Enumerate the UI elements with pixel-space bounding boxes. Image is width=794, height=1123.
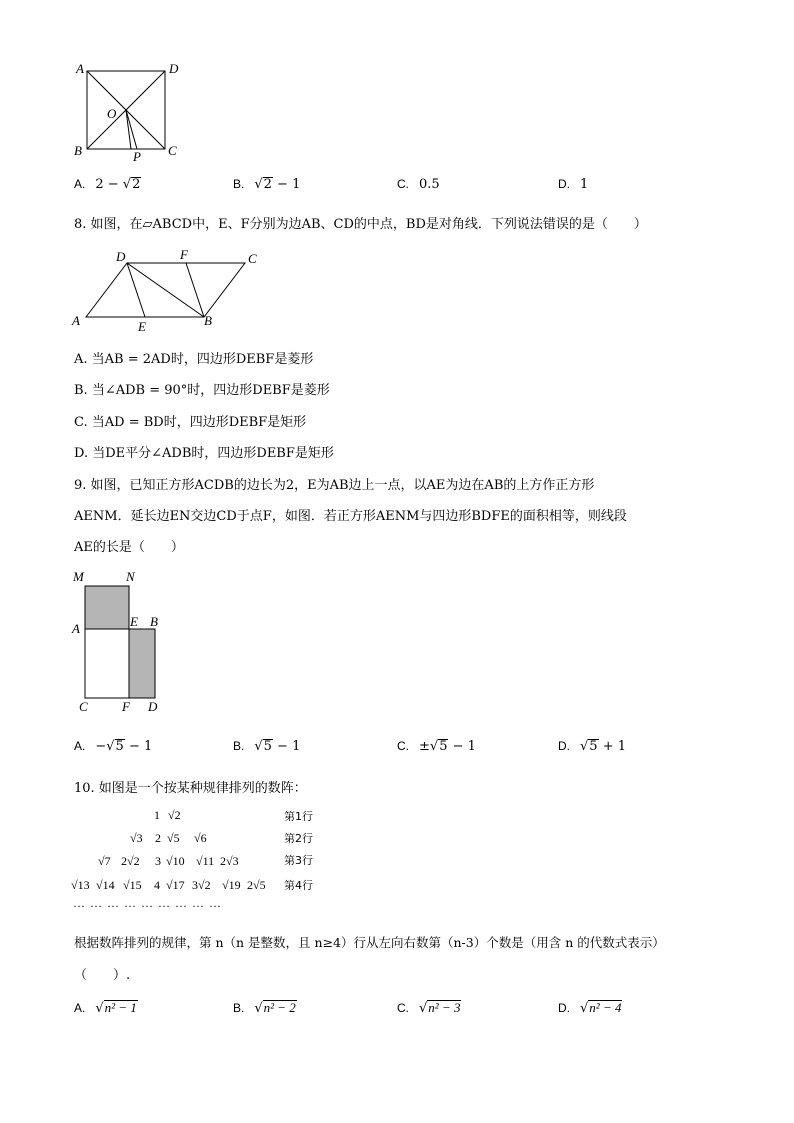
- label-d: D: [169, 61, 179, 76]
- array-cell: 4: [154, 878, 160, 892]
- q10-question-line2: （ ）.: [74, 968, 131, 983]
- q10-option-b[interactable]: B. √n² − 2: [233, 1000, 296, 1016]
- array-cell: 1: [154, 808, 160, 822]
- q10-option-a[interactable]: A. √n² − 1: [74, 1000, 137, 1016]
- label-a: A: [72, 621, 80, 636]
- q10-option-d[interactable]: D. √n² − 4: [558, 1000, 622, 1016]
- q10-option-c[interactable]: C. √n² − 3: [397, 1000, 461, 1016]
- q7-option-b[interactable]: B. √2 − 1: [233, 177, 301, 192]
- label-d: D: [148, 699, 158, 714]
- array-cell: √15: [123, 878, 142, 892]
- q9-stem-line2: AENM．延长边EN交边CD于点F，如图．若正方形AENM与四边形BDFE的面积相等，则线段: [74, 509, 627, 524]
- q7-option-a[interactable]: A. 2 − √2: [74, 177, 141, 192]
- quad-bdfe: [129, 629, 155, 698]
- array-cell: √2: [168, 808, 181, 822]
- q8-parallelogram-figure: [68, 245, 268, 335]
- q7-option-d[interactable]: D. 1: [558, 177, 589, 192]
- array-cell: √13: [71, 878, 90, 892]
- array-ellipsis: … … … … … … … … …: [73, 896, 222, 910]
- label-b: B: [204, 313, 212, 328]
- row-label-2: 第2行: [284, 832, 313, 845]
- array-cell: 3√2: [192, 878, 211, 892]
- label-e: E: [130, 614, 138, 629]
- label-a: A: [76, 61, 84, 76]
- label-c: C: [168, 143, 177, 158]
- label-o: O: [107, 106, 117, 121]
- segment-de: [127, 263, 145, 317]
- q8-stem: 8. 如图，在▱ABCD中，E、F分别为边AB、CD的中点，BD是对角线．下列说法错误的是（ ）: [74, 217, 647, 232]
- segment-o-p2: [126, 110, 131, 149]
- label-a: A: [72, 313, 80, 328]
- q10-question-line1: 根据数阵排列的规律，第 n（n 是整数，且 n≥4）行从左向右数第（n-3）个数是（用含 n 的代数式表示）: [74, 935, 665, 950]
- label-e: E: [138, 319, 146, 334]
- q9-squares-figure: [68, 568, 178, 718]
- q9-stem-line1: 9. 如图，已知正方形ACDB的边长为2，E为AB边上一点，以AE为边在AB的上方作正方形: [74, 478, 595, 493]
- array-cell: 2: [155, 831, 161, 845]
- array-cell: 3: [155, 854, 161, 868]
- array-cell: √19: [222, 878, 241, 892]
- q8-option-c[interactable]: C. 当AD = BD时，四边形DEBF是矩形: [74, 415, 307, 430]
- q8-option-d[interactable]: D. 当DE平分∠ADB时，四边形DEBF是矩形: [74, 446, 334, 461]
- label-c: C: [248, 251, 257, 266]
- diagonal-bd: [127, 263, 204, 317]
- label-n: N: [126, 569, 135, 584]
- array-cell: √6: [194, 831, 207, 845]
- segment-fb: [186, 263, 204, 317]
- q8-option-b[interactable]: B. 当∠ADB = 90°时，四边形DEBF是菱形: [74, 383, 330, 398]
- row-label-4: 第4行: [284, 879, 313, 892]
- q7-option-c[interactable]: C. 0.5: [397, 177, 440, 192]
- square-aenm: [85, 586, 129, 629]
- row-label-3: 第3行: [284, 854, 313, 867]
- q9-option-c[interactable]: C. ±√5 − 1: [397, 739, 476, 754]
- array-cell: √11: [196, 854, 215, 868]
- array-cell: √3: [130, 831, 143, 845]
- array-cell: √10: [166, 854, 185, 868]
- label-b: B: [74, 143, 82, 158]
- label-d: D: [116, 249, 126, 264]
- array-cell: 2√5: [247, 878, 266, 892]
- q9-option-a[interactable]: A. −√5 − 1: [74, 739, 153, 754]
- label-f: F: [122, 699, 130, 714]
- array-cell: 2√2: [121, 854, 140, 868]
- row-label-1: 第1行: [284, 810, 313, 823]
- array-cell: √17: [166, 878, 185, 892]
- label-b: B: [150, 614, 158, 629]
- label-f: F: [180, 247, 188, 262]
- q8-option-a[interactable]: A. 当AB = 2AD时，四边形DEBF是菱形: [74, 352, 314, 367]
- label-c: C: [79, 699, 88, 714]
- q7-square-figure: [70, 60, 200, 165]
- label-m: M: [73, 569, 84, 584]
- array-cell: 2√3: [220, 854, 239, 868]
- array-cell: √14: [96, 878, 115, 892]
- q9-stem-line3: AE的长是（ ）: [74, 540, 184, 555]
- label-p: P: [133, 149, 141, 164]
- array-cell: √7: [98, 854, 111, 868]
- q10-stem: 10. 如图是一个按某种规律排列的数阵：: [74, 781, 307, 796]
- q9-option-b[interactable]: B. √5 − 1: [233, 739, 301, 754]
- array-cell: √5: [167, 831, 180, 845]
- q9-option-d[interactable]: D. √5 + 1: [558, 739, 627, 754]
